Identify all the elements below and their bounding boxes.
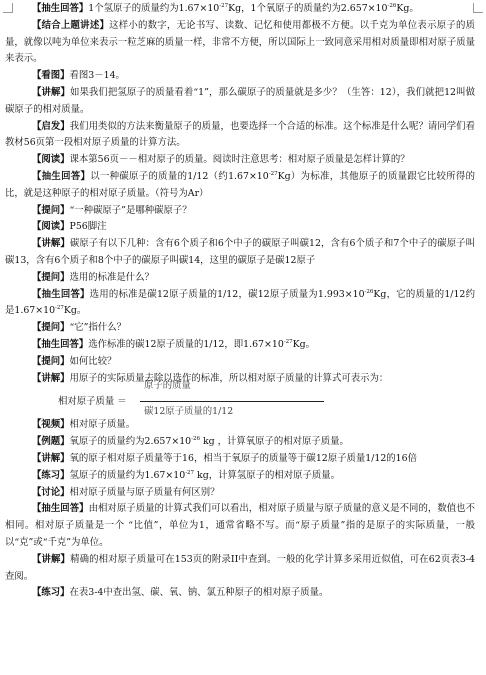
paragraph-p12 — [5, 287, 475, 321]
paragraph-text: “一种碳原子”是哪种碳原子？ — [69, 204, 192, 216]
paragraph-text: 由相对原子质量的计算式我们可以看出，相对原子质量与原子质量的意义是不同的，数值也不相同。相对原子质量是一个 “比值”，单位为1，通常省略不写。而“原子质量”指的是原子的实际质量，一般以“克”或“千克”为单位。 — [5, 503, 475, 548]
paragraph-text: Kg。 — [292, 338, 316, 350]
section-tag: 【抽生回答】 — [32, 170, 91, 182]
paragraph-text: Kg。 — [396, 3, 419, 14]
paragraph-text: 如何比较？ — [69, 355, 117, 367]
paragraph-q8 — [5, 585, 475, 602]
section-tag: 【提问】 — [32, 355, 70, 367]
paragraph-p3 — [5, 68, 475, 85]
paragraph-text: 如果我们把氢原子的质量看着“1”，那么碳原子的质量就是多少？（生答：12），我们就把12叫做碳原子的相对质量。 — [5, 86, 475, 115]
exponent: -27 — [268, 170, 278, 177]
paragraph-p13 — [5, 320, 475, 337]
section-tag: 【例题】 — [32, 436, 70, 448]
paragraph-q4 — [5, 468, 475, 485]
paragraph-p5 — [5, 119, 475, 153]
paragraph-text: 氧的原子相对原子质量等于16，相当于氧原子的质量等于碳12原子质量1/12的16倍 — [69, 452, 417, 464]
section-tag: 【讨论】 — [32, 486, 70, 498]
section-tag: 【讲解】 — [32, 86, 70, 98]
paragraph-p9 — [5, 219, 475, 236]
paragraph-text: 在表3-4中查出氢、碳、氧、钠、氯五种原子的相对原子质量。 — [69, 587, 329, 599]
exponent: -26 — [387, 3, 397, 9]
paragraph-q3 — [5, 451, 475, 468]
section-tag: 【抽生回答】 — [32, 3, 89, 14]
relative-atomic-mass-formula — [58, 380, 475, 418]
paragraph-p10 — [5, 236, 475, 270]
section-tag: 【阅读】 — [32, 154, 70, 166]
paragraph-q1 — [5, 417, 475, 434]
paragraph-text: Kg，1个氧原子的质量约为2.657×10 — [228, 3, 388, 14]
paragraph-text: 这样小的数字，无论书写、读数、记忆和使用都极不方便。以千克为单位表示原子的质量，就像以吨为单位来表示一粒芝麻的质量一样，非常不方便，所以国际上一致同意采用相对质量即相对原子质量来表示。 — [5, 19, 475, 65]
paragraph-text: 课本第56页－－相对原子的质量。阅读时注意思考：相对原子质量是怎样计算的？ — [69, 154, 410, 166]
section-tag: 【抽生回答】 — [32, 288, 90, 300]
section-tag: 【讲解】 — [32, 553, 71, 565]
paragraph-p1 — [5, 1, 475, 18]
exponent: -27 — [283, 338, 293, 345]
fraction-bar — [140, 401, 324, 402]
paragraph-text: 选用的标准是什么？ — [69, 271, 154, 283]
section-tag: 【讲解】 — [32, 372, 70, 384]
formula-denominator: 碳12原子质量的1/12 — [144, 406, 234, 418]
paragraph-text: 精确的相对原子质量可在153页的附录II中查到。一般的化学计算多采用近似值，可在62页表3-4查阅。 — [5, 553, 475, 582]
paragraph-text: 选作标准的碳12原子质量的1/12，即1.67×10 — [88, 338, 284, 350]
section-tag: 【阅读】 — [32, 221, 70, 233]
paragraph-q6 — [5, 501, 475, 551]
paragraph-text: P56脚注 — [69, 221, 107, 233]
paragraph-p6 — [5, 152, 475, 169]
paragraph-p4 — [5, 85, 475, 119]
section-tag: 【讲解】 — [32, 452, 70, 464]
paragraph-text: 氧原子的质量约为2.657×10 — [69, 436, 192, 448]
formula-fraction — [140, 380, 330, 418]
paragraph-text: 用原子的实际质量去除以选作的标准，所以相对原子质量的计算式可表示为： — [69, 372, 389, 384]
paragraph-q2 — [5, 434, 475, 451]
section-tag: 【练习】 — [32, 469, 70, 481]
paragraph-text: 相对原子质量与原子质量有何区别？ — [69, 486, 220, 498]
section-tag: 【提问】 — [32, 322, 70, 334]
paragraph-text: 以一种碳原子的质量的1/12（约1.67×10 — [90, 170, 269, 182]
paragraph-q5 — [5, 485, 475, 502]
paragraph-p7 — [5, 169, 475, 203]
section-tag: 【提问】 — [32, 204, 70, 216]
lesson-paragraphs-after-formula — [5, 417, 475, 602]
exponent: -26 — [191, 436, 200, 443]
paragraph-text: Kg，它的质量的1/12约是1.67×10 — [5, 288, 475, 317]
paragraph-text: 相对原子质量。 — [69, 419, 136, 431]
paragraph-p14 — [5, 337, 475, 354]
section-tag: 【提问】 — [32, 271, 70, 283]
exponent: -27 — [55, 305, 64, 312]
paragraph-text: Kg）为标准，其他原子的质量跟它比较所得的比，就是这种原子的相对原子质量。（符号为Ar） — [5, 170, 475, 199]
paragraph-p11 — [5, 270, 475, 287]
paragraph-q7 — [5, 552, 475, 586]
paragraph-text: 氢原子的质量约为1.67×10 — [69, 469, 186, 481]
exponent: -26 — [364, 288, 374, 295]
section-tag: 【视频】 — [32, 419, 70, 431]
section-tag: 【抽生回答】 — [32, 503, 89, 515]
formula-numerator: 原子的质量 — [144, 380, 191, 392]
section-tag: 【结合上题讲述】 — [32, 19, 110, 31]
paragraph-p8 — [5, 203, 475, 220]
section-tag: 【抽生回答】 — [32, 338, 89, 350]
formula-lhs: 相对原子质量 ＝ — [58, 396, 127, 408]
paragraph-p16 — [5, 371, 475, 388]
paragraph-text: kg ，计算氧原子的相对原子质量。 — [200, 436, 349, 448]
paragraph-text: kg，计算氢原子的相对原子质量。 — [194, 469, 340, 481]
exponent: -27 — [219, 3, 229, 9]
paragraph-text: 1个氢原子的质量约为1.67×10 — [88, 3, 220, 14]
lesson-paragraphs-before-formula — [5, 1, 475, 387]
paragraph-p2 — [5, 18, 475, 68]
paragraph-text: Kg。 — [63, 305, 87, 317]
document-page — [5, 1, 475, 602]
paragraph-text: 碳原子有以下几种：含有6个质子和6个中子的碳原子叫碳12，含有6个质子和7个中子的碳原子叫碳13，含有6个质子和8个中子的碳原子叫碳14，这里的碳原子是碳12原子 — [5, 238, 475, 266]
section-tag: 【启发】 — [32, 120, 70, 132]
section-tag: 【练习】 — [32, 587, 70, 599]
section-tag: 【讲解】 — [32, 238, 70, 250]
section-tag: 【看图】 — [32, 70, 70, 82]
paragraph-p15 — [5, 354, 475, 371]
paragraph-text: “它”指什么？ — [69, 322, 126, 334]
paragraph-text: 看图3－14。 — [69, 70, 125, 82]
exponent: -27 — [185, 469, 195, 476]
paragraph-text: 选用的标准是碳12原子质量的1/12，碳12原子质量为1.993×10 — [89, 288, 365, 300]
paragraph-text: 我们用类似的方法来衡量原子的质量，也要选择一个合适的标准。这个标准是什么呢？请同学们看教材56页第一段相对原子质量的计算方法。 — [5, 120, 475, 149]
